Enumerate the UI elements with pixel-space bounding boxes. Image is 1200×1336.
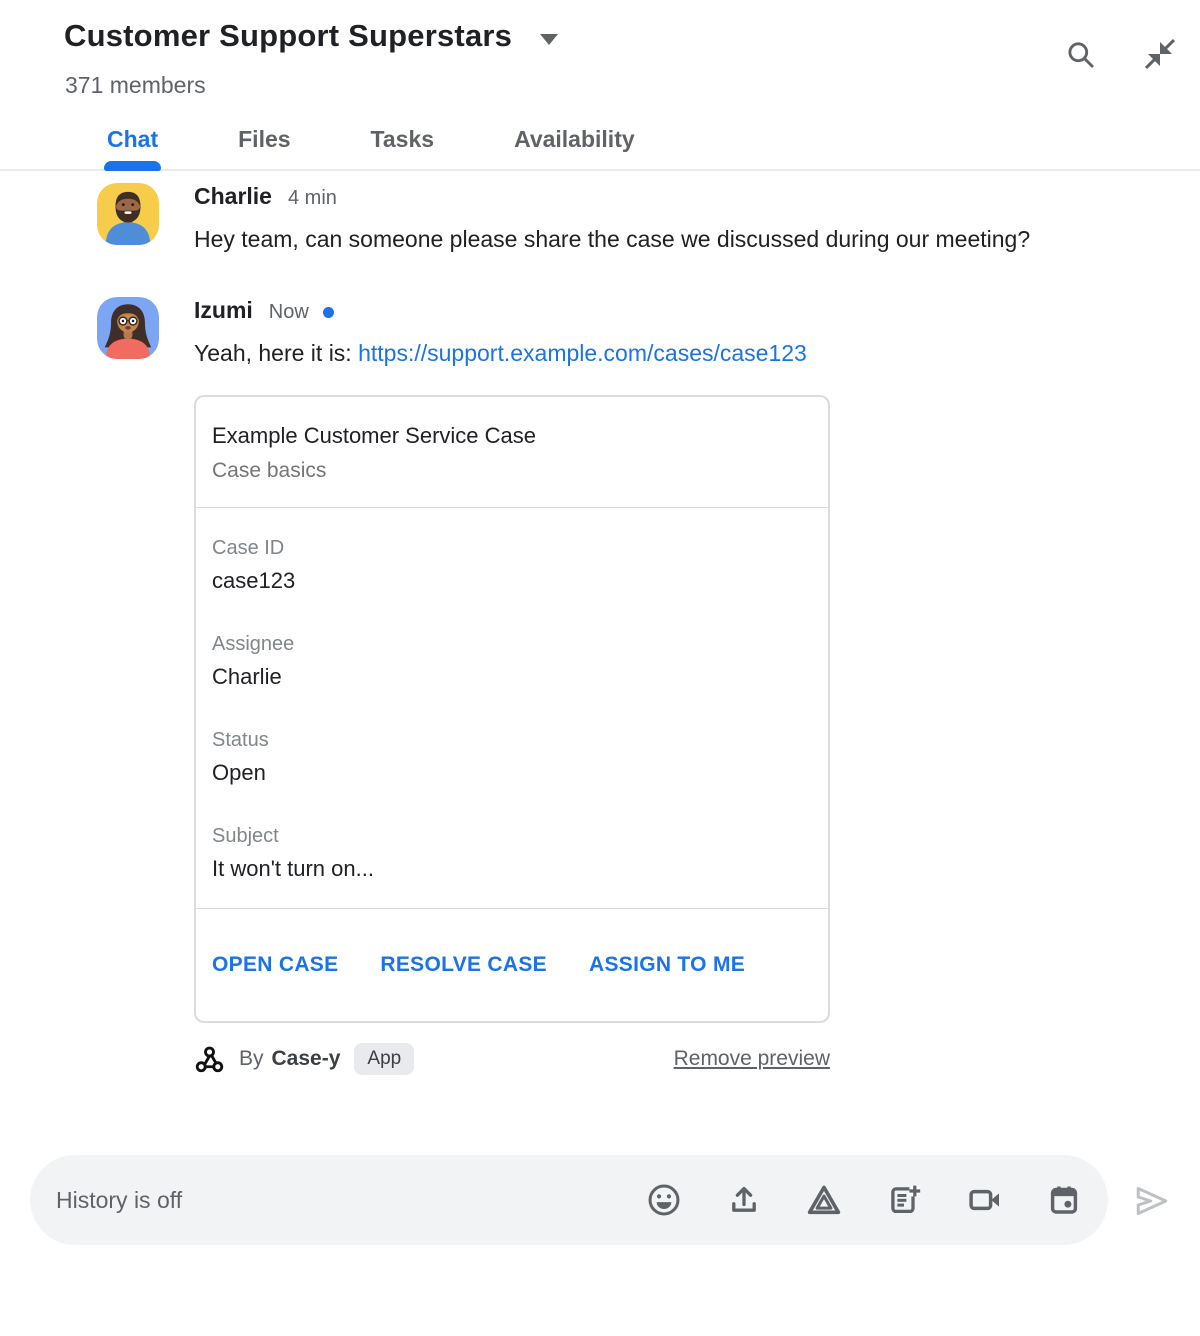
video-meet-icon[interactable] xyxy=(966,1182,1002,1218)
drive-icon[interactable] xyxy=(806,1182,842,1218)
webhook-icon xyxy=(194,1044,225,1075)
field-assignee: Assignee Charlie xyxy=(212,633,295,689)
case-preview-card xyxy=(194,395,830,1023)
case-link[interactable]: https://support.example.com/cases/case123 xyxy=(358,340,807,366)
by-label: By xyxy=(239,1047,264,1070)
upload-icon[interactable] xyxy=(726,1182,762,1218)
app-attribution xyxy=(194,1043,830,1075)
message-text: Hey team, can someone please share the case we discussed during our meeting? xyxy=(194,226,1031,252)
message-timestamp: 4 min xyxy=(287,187,337,209)
message-charlie xyxy=(97,183,1200,259)
avatar-charlie[interactable] xyxy=(97,183,159,245)
message-timestamp: Now xyxy=(268,301,309,323)
message-text: Yeah, here it is: https://support.example.com/cases/case123 xyxy=(194,340,807,366)
create-task-icon[interactable] xyxy=(886,1182,922,1218)
app-badge: App xyxy=(354,1043,414,1075)
tab-tasks[interactable]: Tasks xyxy=(370,126,435,152)
composer-input[interactable]: History is off xyxy=(56,1186,183,1213)
open-case-button[interactable]: OPEN CASE xyxy=(212,953,339,976)
room-title: Customer Support Superstars xyxy=(64,18,513,53)
member-count[interactable]: 371 members xyxy=(65,72,206,98)
avatar-izumi[interactable] xyxy=(97,297,159,359)
calendar-icon[interactable] xyxy=(1046,1182,1082,1218)
resolve-case-button[interactable]: RESOLVE CASE xyxy=(380,953,547,976)
field-case-id: Case ID case123 xyxy=(212,537,296,593)
message-author[interactable]: Izumi xyxy=(194,297,253,323)
tab-files[interactable]: Files xyxy=(238,126,291,152)
card-subtitle: Case basics xyxy=(212,459,327,482)
active-tab-indicator xyxy=(104,161,161,171)
app-name: Case-y xyxy=(271,1047,341,1070)
chat-message-list xyxy=(0,171,1200,1075)
message-izumi xyxy=(97,297,1200,1075)
tab-availability[interactable]: Availability xyxy=(514,126,635,152)
field-status: Status Open xyxy=(212,729,269,785)
assign-to-me-button[interactable]: ASSIGN TO ME xyxy=(588,953,746,976)
room-menu-caret-icon[interactable] xyxy=(540,34,558,45)
unread-dot xyxy=(323,307,334,318)
remove-preview-link[interactable]: Remove preview xyxy=(673,1047,830,1070)
emoji-icon[interactable] xyxy=(646,1182,682,1218)
send-icon[interactable] xyxy=(1132,1181,1172,1221)
search-icon[interactable] xyxy=(1065,39,1096,70)
card-title: Example Customer Service Case xyxy=(212,423,537,448)
message-author[interactable]: Charlie xyxy=(194,183,272,209)
collapse-icon[interactable] xyxy=(1142,36,1178,72)
tab-chat[interactable]: Chat xyxy=(107,124,158,169)
message-composer[interactable] xyxy=(30,1155,1108,1245)
room-header xyxy=(0,0,1200,171)
room-tabs xyxy=(107,124,635,169)
field-subject: Subject It won't turn on... xyxy=(212,825,374,881)
